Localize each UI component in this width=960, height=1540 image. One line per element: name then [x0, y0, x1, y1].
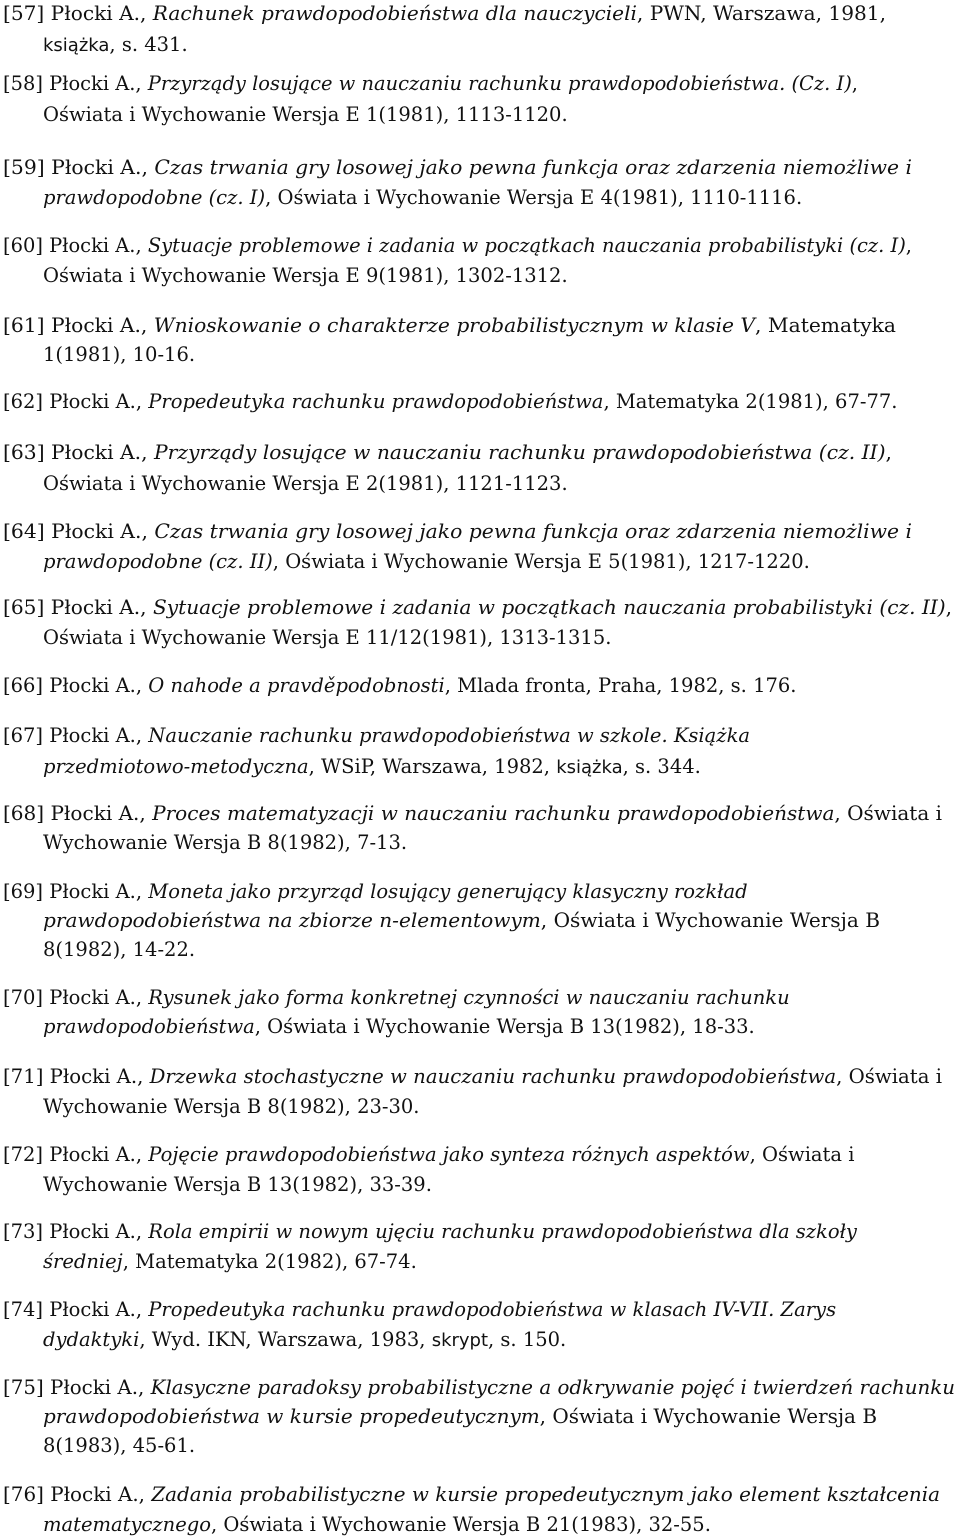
reference-line — [43, 1012, 755, 1042]
reference-text-segment: , — [905, 234, 912, 257]
reference-line — [43, 340, 195, 370]
reference-line — [3, 153, 912, 183]
reference-text-segment: dydaktyki — [43, 1328, 140, 1351]
reference-text-segment: przedmiotowo-metodyczna — [43, 755, 309, 778]
reference-text-segment: , s. 431. — [109, 33, 188, 56]
reference-text-segment: , — [885, 441, 892, 464]
reference-line — [43, 547, 810, 577]
reference-line — [3, 1062, 942, 1092]
reference-text-segment: [62] Płocki A., — [3, 390, 149, 413]
reference-line — [43, 261, 568, 291]
reference-text-segment: [64] Płocki A., — [3, 520, 155, 543]
reference-text-segment: [61] Płocki A., — [3, 314, 154, 337]
reference-text-segment: Wychowanie Wersja B 8(1982), 7-13. — [43, 831, 408, 854]
reference-line — [43, 1170, 432, 1200]
reference-line — [3, 671, 797, 701]
reference-text-segment: Moneta jako przyrząd losujący generujący klasyczny rozkład — [148, 880, 748, 903]
reference-text-segment: [57] Płocki A., — [3, 2, 153, 25]
reference-text-segment: , WSiP, Warszawa, 1982, — [308, 755, 557, 778]
reference-text-segment: , Oświata i Wychowanie Wersja B 13(1982), 18-33. — [254, 1015, 755, 1038]
reference-text-segment: Zadania probabilistyczne w kursie propedeutycznym jako element kształcenia — [151, 1483, 940, 1506]
reference-text-segment: Nauczanie rachunku prawdopodobieństwa w szkole. Książka — [148, 724, 751, 747]
reference-text-segment: Oświata i Wychowanie Wersja E 9(1981), 1302-1312. — [43, 264, 568, 287]
reference-text-segment: Pojęcie prawdopodobieństwa jako synteza różnych aspektów — [148, 1143, 750, 1166]
reference-line — [43, 469, 568, 499]
reference-line — [3, 438, 892, 468]
reference-text-segment: książka — [556, 757, 623, 778]
reference-line — [43, 1402, 877, 1432]
reference-text-segment: [59] Płocki A., — [3, 156, 155, 179]
reference-line — [3, 1140, 854, 1170]
reference-line — [3, 983, 790, 1013]
reference-line — [3, 387, 897, 417]
reference-line — [3, 1480, 940, 1510]
reference-text-segment: [68] Płocki A., — [3, 802, 153, 825]
reference-text-segment: [65] Płocki A., — [3, 596, 153, 619]
reference-line — [43, 623, 611, 653]
reference-text-segment: Propedeutyka rachunku prawdopodobieństwa — [148, 390, 604, 413]
reference-text-segment: prawdopodobieństwa na zbiorze n-elementowym — [43, 909, 541, 932]
reference-line — [3, 69, 858, 99]
reference-text-segment: prawdopodobieństwa w kursie propedeutycznym — [43, 1405, 540, 1428]
reference-text-segment: [69] Płocki A., — [3, 880, 149, 903]
reference-text-segment: Rola empirii w nowym ujęciu rachunku prawdopodobieństwa dla szkoły — [148, 1220, 857, 1243]
reference-text-segment: , Matematyka — [755, 314, 896, 337]
reference-line — [3, 593, 952, 623]
reference-text-segment: Drzewka stochastyczne w nauczaniu rachunku prawdopodobieństwa — [149, 1065, 837, 1088]
reference-text-segment: prawdopodobne (cz. II) — [43, 550, 273, 573]
reference-text-segment: , Matematyka 2(1981), 67-77. — [603, 390, 898, 413]
reference-text-segment: Wychowanie Wersja B 8(1982), 23-30. — [43, 1095, 420, 1118]
reference-text-segment: , Oświata i Wychowanie Wersja E 4(1981), 1110-1116. — [265, 186, 803, 209]
reference-text-segment: , Mlada fronta, Praha, 1982, s. 176. — [444, 674, 797, 697]
reference-line — [43, 1092, 419, 1122]
reference-text-segment: Propedeutyka rachunku prawdopodobieństwa w klasach IV-VII. Zarys — [148, 1298, 837, 1321]
reference-line — [43, 752, 701, 782]
reference-text-segment: Proces matematyzacji w nauczaniu rachunku prawdopodobieństwa — [152, 802, 835, 825]
reference-text-segment: prawdopodobieństwa — [43, 1015, 255, 1038]
reference-text-segment: , Wyd. IKN, Warszawa, 1983, — [139, 1328, 432, 1351]
reference-text-segment: Wnioskowanie o charakterze probabilistycznym w klasie V — [153, 314, 756, 337]
reference-text-segment: , Matematyka 2(1982), 67-74. — [122, 1250, 417, 1273]
reference-text-segment: [74] Płocki A., — [3, 1298, 149, 1321]
reference-text-segment: O nahode a pravděpodobnosti — [148, 674, 445, 697]
reference-text-segment: [73] Płocki A., — [3, 1220, 149, 1243]
reference-line — [3, 1373, 955, 1403]
reference-text-segment: 8(1982), 14-22. — [43, 938, 196, 961]
reference-text-segment: , Oświata i — [749, 1143, 855, 1166]
reference-text-segment: 1(1981), 10-16. — [43, 343, 196, 366]
reference-text-segment: , Oświata i Wychowanie Wersja E 5(1981), 1217-1220. — [272, 550, 810, 573]
reference-text-segment: Oświata i Wychowanie Wersja E 11/12(1981), 1313-1315. — [43, 626, 612, 649]
reference-line — [3, 311, 896, 341]
reference-text-segment: Wychowanie Wersja B 13(1982), 33-39. — [43, 1173, 432, 1196]
reference-text-segment: Czas trwania gry losowej jako pewna funkcja oraz zdarzenia niemożliwe i — [154, 520, 912, 543]
reference-text-segment: skrypt — [431, 1330, 489, 1351]
reference-text-segment: Sytuacje problemowe i zadania w początkach nauczania probabilistyki (cz. II) — [152, 596, 946, 619]
reference-text-segment: , — [851, 72, 858, 95]
reference-line — [3, 0, 886, 29]
reference-text-segment: Oświata i Wychowanie Wersja E 1(1981), 1113-1120. — [43, 103, 568, 126]
reference-text-segment: , s. 344. — [622, 755, 701, 778]
reference-text-segment: , Oświata i Wychowanie Wersja B — [539, 1405, 878, 1428]
reference-text-segment: Czas trwania gry losowej jako pewna funkcja oraz zdarzenia niemożliwe i — [154, 156, 912, 179]
reference-text-segment: , PWN, Warszawa, 1981, — [636, 2, 886, 25]
reference-line — [43, 1510, 711, 1540]
reference-line — [43, 183, 802, 213]
reference-text-segment: Rachunek prawdopodobieństwa dla nauczycieli — [152, 2, 637, 25]
reference-text-segment: , Oświata i Wychowanie Wersja B 21(1983), 32-55. — [210, 1513, 711, 1536]
reference-text-segment: książka — [43, 35, 110, 56]
reference-line — [43, 935, 195, 965]
reference-text-segment: [72] Płocki A., — [3, 1143, 149, 1166]
reference-text-segment: [70] Płocki A., — [3, 986, 149, 1009]
reference-text-segment: Sytuacje problemowe i zadania w początkach nauczania probabilistyki (cz. I) — [147, 234, 906, 257]
reference-line — [3, 1217, 857, 1247]
reference-text-segment: Przyrządy losujące w nauczaniu rachunku prawdopodobieństwa (cz. II) — [153, 441, 886, 464]
reference-text-segment: , — [945, 596, 953, 619]
reference-text-segment: średniej — [43, 1250, 123, 1273]
reference-text-segment: prawdopodobne (cz. I) — [43, 186, 266, 209]
reference-line — [43, 1325, 566, 1355]
reference-text-segment: matematycznego — [43, 1513, 211, 1536]
reference-line — [3, 877, 748, 907]
reference-line — [3, 721, 750, 751]
reference-text-segment: [75] Płocki A., — [3, 1376, 151, 1399]
reference-text-segment: [71] Płocki A., — [3, 1065, 150, 1088]
reference-line — [3, 517, 912, 547]
reference-text-segment: , s. 150. — [488, 1328, 567, 1351]
reference-text-segment: Rysunek jako forma konkretnej czynności w nauczaniu rachunku — [148, 986, 790, 1009]
reference-line — [3, 799, 942, 829]
reference-text-segment: [63] Płocki A., — [3, 441, 154, 464]
reference-line — [43, 100, 568, 130]
reference-text-segment: , Oświata i Wychowanie Wersja B — [540, 909, 880, 932]
reference-line — [43, 1431, 195, 1461]
reference-text-segment: , Oświata i — [834, 802, 943, 825]
reference-text-segment: Oświata i Wychowanie Wersja E 2(1981), 1121-1123. — [43, 472, 568, 495]
reference-text-segment: , Oświata i — [836, 1065, 942, 1088]
reference-text-segment: [66] Płocki A., — [3, 674, 149, 697]
reference-text-segment: Klasyczne paradoksy probabilistyczne a odkrywanie pojęć i twierdzeń rachunku — [150, 1376, 956, 1399]
reference-text-segment: [60] Płocki A., — [3, 234, 148, 257]
reference-line — [43, 828, 407, 858]
reference-line — [3, 1295, 836, 1325]
reference-line — [3, 231, 912, 261]
reference-text-segment: 8(1983), 45-61. — [43, 1434, 196, 1457]
reference-line — [43, 30, 188, 60]
reference-text-segment: [76] Płocki A., — [3, 1483, 152, 1506]
reference-line — [43, 906, 880, 936]
reference-text-segment: Przyrządy losujące w nauczaniu rachunku prawdopodobieństwa. (Cz. I) — [147, 72, 852, 95]
reference-line — [43, 1247, 417, 1277]
reference-text-segment: [58] Płocki A., — [3, 72, 148, 95]
reference-text-segment: [67] Płocki A., — [3, 724, 149, 747]
